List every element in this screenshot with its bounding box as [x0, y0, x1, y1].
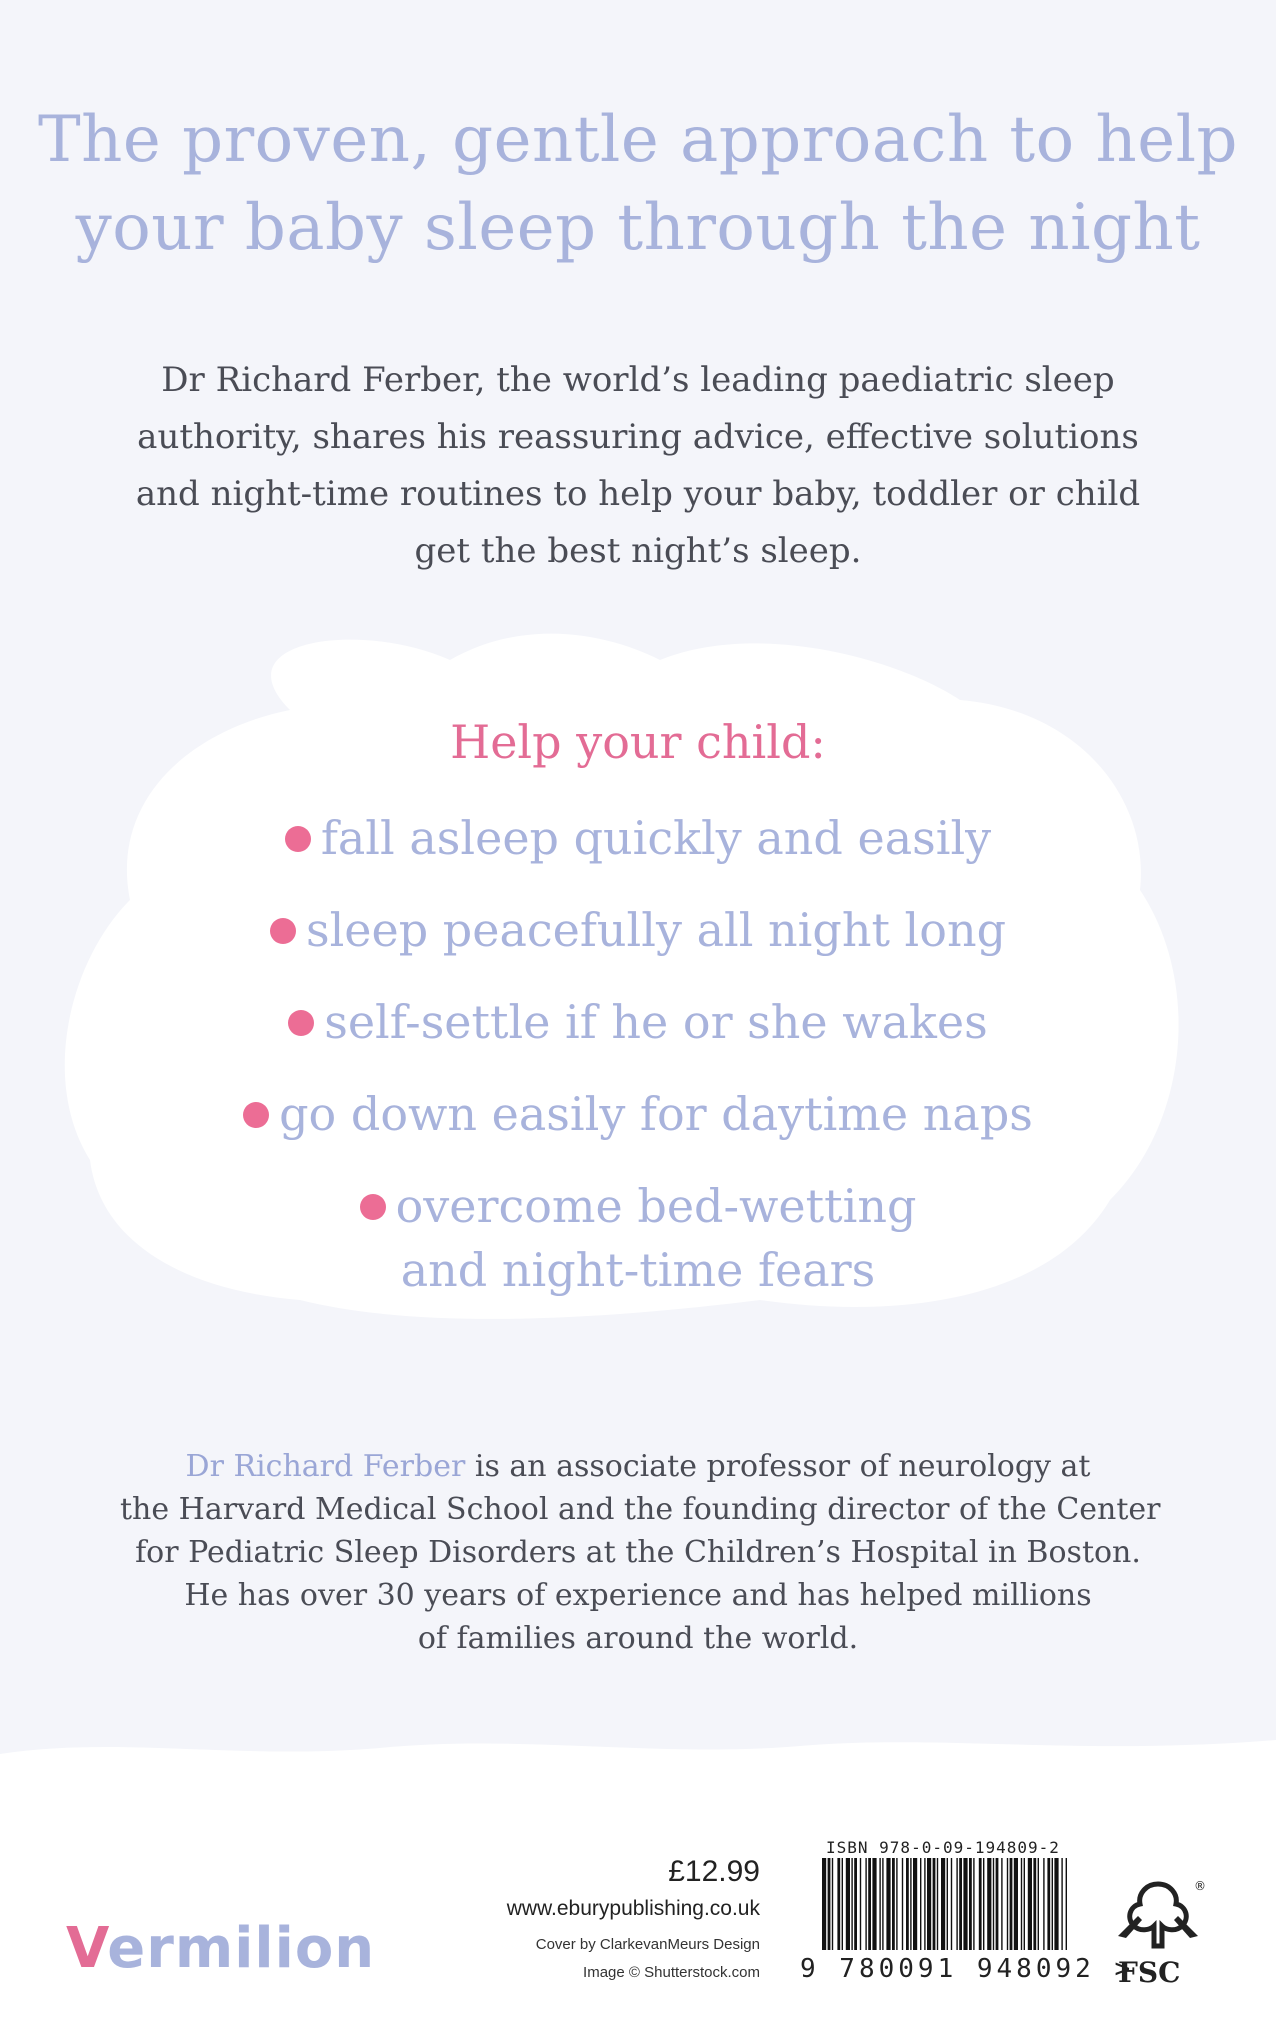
barcode-bar — [1028, 1858, 1032, 1950]
intro-paragraph — [120, 352, 1156, 580]
benefit-item — [0, 898, 1276, 962]
price: £12.99 — [668, 1855, 760, 1888]
benefit-item — [0, 1082, 1276, 1146]
barcode-bar — [1007, 1858, 1008, 1950]
benefit-text: sleep peacefully all night long — [305, 903, 1007, 957]
benefit-item — [0, 990, 1276, 1054]
barcode-bar — [851, 1858, 852, 1950]
barcode-digits: 9 780091 948092 > — [800, 1954, 1135, 1984]
isbn: ISBN 978-0-09-194809-2 — [826, 1838, 1060, 1857]
intro-line: get the best night’s sleep. — [414, 531, 862, 571]
benefit-text: fall asleep quickly and easily — [320, 811, 992, 865]
barcode-bar — [987, 1858, 991, 1950]
logo-v: V — [66, 1916, 108, 1981]
barcode-bar — [882, 1858, 883, 1950]
barcode-bar — [969, 1858, 972, 1950]
barcode-bar — [837, 1858, 840, 1950]
barcode-bar — [896, 1858, 897, 1950]
barcode-bar — [947, 1858, 948, 1950]
fsc-registered-mark: ® — [1194, 1879, 1206, 1893]
barcode-bar — [941, 1858, 945, 1950]
barcode-bar — [868, 1858, 871, 1950]
barcode-bar — [854, 1858, 857, 1950]
barcode-bar — [872, 1858, 876, 1950]
bullet-dot-icon — [243, 1102, 269, 1128]
barcode-bar — [959, 1858, 962, 1950]
barcode-bar — [1014, 1858, 1018, 1950]
barcode-bar — [910, 1858, 911, 1950]
bullet-dot-icon — [270, 918, 296, 944]
benefit-text: overcome bed-wetting — [395, 1179, 917, 1233]
barcode-bar — [1066, 1858, 1067, 1950]
barcode-bar — [996, 1858, 999, 1950]
headline-line: your baby sleep through the night — [75, 191, 1201, 265]
barcode-bar — [956, 1858, 957, 1950]
bio-line: the Harvard Medical School and the founding director of the Center — [120, 1492, 1161, 1527]
bio-line: for Pediatric Sleep Disorders at the Children’s Hospital in Boston. — [135, 1535, 1141, 1570]
bio-line — [120, 1445, 1156, 1488]
barcode-bar — [860, 1858, 861, 1950]
benefits-title: Help your child: — [450, 715, 826, 769]
intro-line: Dr Richard Ferber, the world’s leading paediatric sleep — [161, 360, 1115, 400]
barcode-bar — [1024, 1858, 1025, 1950]
author-bio — [120, 1445, 1161, 1660]
cover-credit: Cover by ClarkevanMeurs Design — [535, 1936, 760, 1953]
publisher-logo — [66, 1916, 375, 1981]
barcode-bar — [842, 1858, 843, 1950]
benefit-text: go down easily for daytime naps — [279, 1087, 1033, 1141]
barcode-bar — [892, 1858, 895, 1950]
bullet-dot-icon — [360, 1194, 386, 1220]
headline — [0, 96, 1276, 272]
benefit-item — [0, 1174, 1276, 1238]
barcode-bar — [846, 1858, 850, 1950]
barcode-bar — [933, 1858, 936, 1950]
barcode-bar — [822, 1858, 826, 1950]
barcode-bar — [879, 1858, 880, 1950]
barcode-bar — [924, 1858, 925, 1950]
bio-line: He has over 30 years of experience and has helped millions — [184, 1578, 1092, 1613]
barcode-bar — [886, 1858, 890, 1950]
barcode-bar — [963, 1858, 967, 1950]
bullet-dot-icon — [285, 826, 311, 852]
intro-line: and night-time routines to help your baby, toddler or child — [135, 474, 1141, 514]
barcode-bar — [865, 1858, 866, 1950]
barcode-bar — [913, 1858, 917, 1950]
barcode-bar — [1010, 1858, 1013, 1950]
barcode-bar — [902, 1858, 903, 1950]
intro-line: authority, shares his reassuring advice, effective solutions — [137, 417, 1139, 457]
barcode-bar — [906, 1858, 909, 1950]
barcode-bar — [1038, 1858, 1039, 1950]
barcode-bar — [920, 1858, 921, 1950]
bio-text: is an associate professor of neurology at — [465, 1449, 1091, 1484]
bio-line: of families around the world. — [417, 1621, 859, 1656]
barcode-bar — [979, 1858, 982, 1950]
fsc-tree-icon — [1108, 1876, 1208, 1956]
fsc-label: FSC — [1118, 1956, 1181, 1989]
publisher-website: www.eburypublishing.co.uk — [506, 1897, 760, 1920]
barcode-icon — [822, 1858, 1072, 1950]
barcode-bar — [951, 1858, 952, 1950]
barcode-bar — [1052, 1858, 1053, 1950]
barcode-bar — [828, 1858, 831, 1950]
barcode-bar — [1033, 1858, 1036, 1950]
logo-text: ermilion — [107, 1916, 376, 1981]
benefit-text: and night-time fears — [400, 1243, 876, 1297]
barcode-bar — [973, 1858, 974, 1950]
benefit-item-continuation — [0, 1238, 1276, 1302]
barcode-bar — [927, 1858, 931, 1950]
barcode-bar — [1061, 1858, 1062, 1950]
headline-line: The proven, gentle approach to help — [37, 103, 1239, 177]
barcode-bar — [832, 1858, 833, 1950]
bullet-dot-icon — [288, 1010, 314, 1036]
author-name: Dr Richard Ferber — [185, 1449, 466, 1484]
barcode-bar — [1054, 1858, 1058, 1950]
image-credit: Image © Shutterstock.com — [583, 1964, 760, 1981]
barcode-bar — [1021, 1858, 1022, 1950]
barcode-bar — [993, 1858, 994, 1950]
barcode-bar — [937, 1858, 938, 1950]
benefit-item — [0, 806, 1276, 870]
barcode-bar — [983, 1858, 984, 1950]
barcode-bar — [1043, 1858, 1044, 1950]
barcode-bar — [1001, 1858, 1002, 1950]
barcode-bar — [1047, 1858, 1050, 1950]
benefit-text: self-settle if he or she wakes — [324, 995, 988, 1049]
